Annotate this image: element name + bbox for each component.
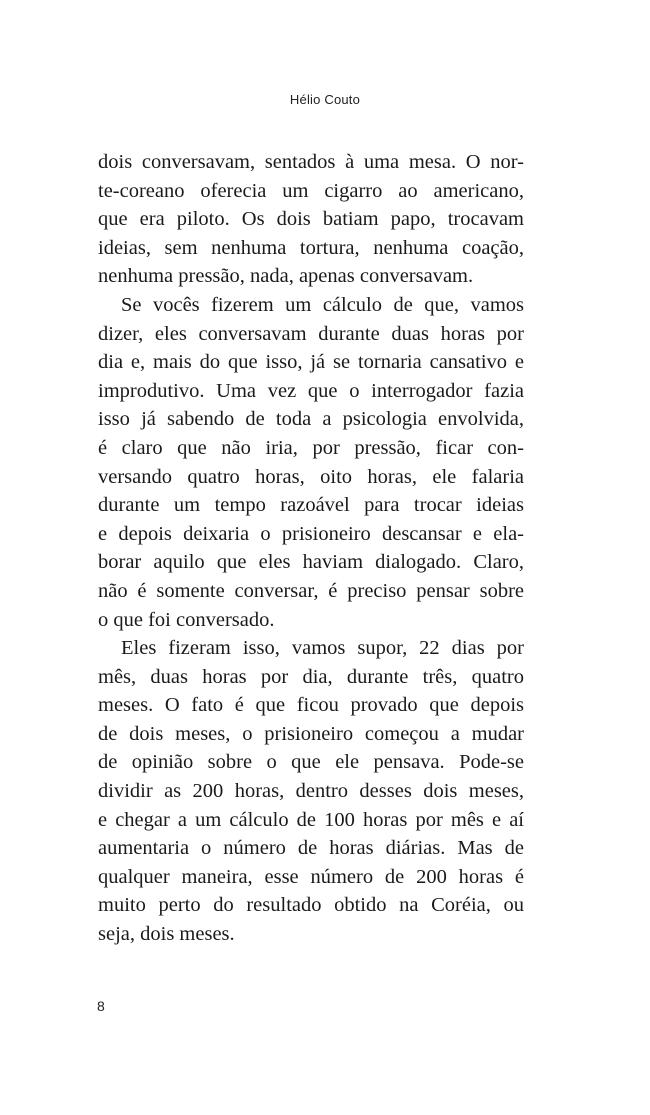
text-line: dois conversavam, sentados à uma mesa. O nor-	[98, 151, 524, 173]
text-line: nenhuma pressão, nada, apenas conversavam.	[98, 265, 474, 288]
paragraph	[98, 291, 524, 634]
text-line: qualquer maneira, esse número de 200 horas é	[98, 865, 524, 888]
text-line: seja, dois meses.	[98, 923, 235, 946]
text-line: isso já sabendo de toda a psicologia envolvida,	[98, 408, 524, 431]
text-line: que era piloto. Os dois batiam papo, trocavam	[98, 208, 524, 231]
text-line: Eles fizeram isso, vamos supor, 22 dias por	[121, 637, 524, 660]
text-line: dizer, eles conversavam durante duas horas por	[98, 322, 524, 345]
paragraph	[98, 634, 524, 949]
text-line: mês, duas horas por dia, durante três, quatro	[98, 665, 524, 688]
text-line: dia e, mais do que isso, já se tornaria cansativo e	[98, 351, 524, 374]
text-line: de opinião sobre o que ele pensava. Pode-se	[98, 751, 524, 774]
text-line: não é somente conversar, é preciso pensar sobre	[98, 579, 524, 602]
text-line: e depois deixaria o prisioneiro descansar e ela-	[98, 522, 524, 545]
text-line: Se vocês fizerem um cálculo de que, vamos	[121, 293, 524, 316]
text-line: aumentaria o número de horas diárias. Mas de	[98, 837, 524, 860]
text-line: de dois meses, o prisioneiro começou a mudar	[98, 722, 524, 745]
text-line: te-coreano oferecia um cigarro ao americano,	[98, 179, 524, 202]
paragraph	[98, 148, 524, 291]
text-line: versando quatro horas, oito horas, ele falaria	[98, 465, 524, 488]
running-head: Hélio Couto	[289, 92, 361, 107]
text-line: o que foi conversado.	[98, 608, 275, 631]
text-line: improdutivo. Uma vez que o interrogador fazia	[98, 379, 524, 402]
body-text	[98, 148, 524, 949]
text-line: muito perto do resultado obtido na Coréia, ou	[98, 894, 524, 917]
text-line: é claro que não iria, por pressão, ficar con-	[98, 436, 524, 459]
text-line: ideias, sem nenhuma tortura, nenhuma coação,	[98, 236, 524, 259]
text-line: e chegar a um cálculo de 100 horas por mês e aí	[98, 808, 524, 831]
text-line: dividir as 200 horas, dentro desses dois meses,	[98, 780, 524, 803]
page-number: 8	[97, 998, 105, 1014]
text-line: durante um tempo razoável para trocar ideias	[98, 494, 524, 517]
text-line: meses. O fato é que ficou provado que depois	[98, 694, 524, 717]
text-line: borar aquilo que eles haviam dialogado. Claro,	[98, 551, 524, 574]
